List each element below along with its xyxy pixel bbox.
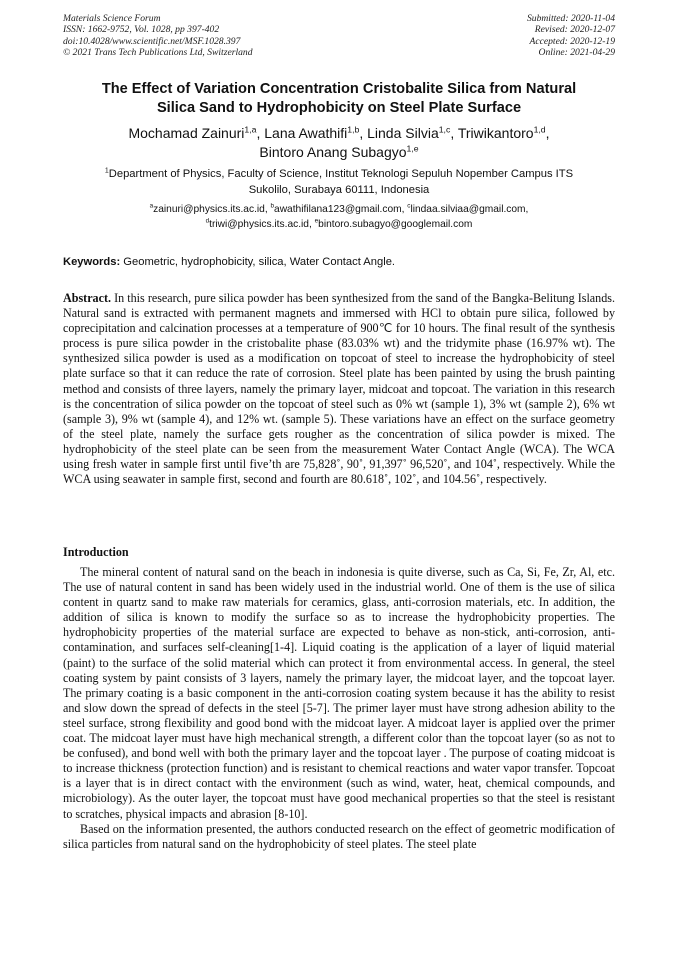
author-list: [60, 124, 618, 162]
author-separator: ,: [545, 125, 550, 141]
author-affil-mark: 1,b: [347, 124, 360, 135]
keywords: [63, 255, 615, 269]
author-name: Mochamad Zainuri: [128, 125, 245, 141]
affil-line-2: Sukolilo, Surabaya 60111, Indonesia: [248, 183, 430, 196]
email-mark: e: [314, 217, 319, 225]
date-submitted: Submitted: 2020-11-04: [526, 13, 615, 24]
abstract-label: Abstract.: [63, 291, 112, 305]
author-affil-mark: 1,a: [244, 124, 257, 135]
author-affil-mark: 1,c: [438, 124, 451, 135]
email-list: [60, 203, 618, 232]
affil-mark: 1: [104, 167, 109, 175]
paragraph: Based on the information presented, the authors conducted research on the effect of geometric modification of silica particles from natural sand on the hydrophobicity of steel plates. The steel plate: [63, 821, 615, 851]
title-line-1: The Effect of Variation Concentration Cristobalite Silica from Natural: [101, 81, 577, 97]
email-mark: d: [205, 217, 210, 225]
email-mark: a: [149, 202, 154, 210]
author-separator: ,: [450, 125, 458, 141]
affiliation: [60, 167, 618, 198]
paper-title: [60, 80, 618, 118]
email-link[interactable]: lindaa.silviaa@gmail.com: [410, 204, 526, 215]
email-separator: ,: [401, 204, 408, 215]
author-separator: ,: [256, 125, 265, 141]
abstract: [63, 291, 615, 487]
section-heading-introduction: Introduction: [63, 545, 129, 559]
email-separator: ,: [525, 204, 529, 215]
journal-name: Materials Science Forum: [63, 13, 161, 24]
date-accepted: Accepted: 2020-12-19: [529, 35, 615, 47]
author-affil-mark: 1,d: [533, 124, 546, 135]
introduction-body: [63, 565, 615, 852]
email-link[interactable]: zainuri@physics.its.ac.id: [153, 204, 265, 215]
author-name: Lana Awathifi: [264, 125, 348, 141]
email-link[interactable]: triwi@physics.its.ac.id: [209, 218, 309, 230]
keywords-text: Geometric, hydrophobicity, silica, Water Contact Angle.: [120, 256, 396, 268]
email-link[interactable]: awathifilana123@gmail.com: [274, 204, 402, 215]
affil-line-1: Department of Physics, Faculty of Science, Institut Teknologi Sepuluh Nopember Campus ITS: [108, 168, 574, 180]
title-line-2: Silica Sand to Hydrophobicity on Steel Plate Surface: [156, 100, 522, 116]
submission-dates: [527, 13, 615, 59]
email-separator: ,: [264, 204, 271, 215]
email-link[interactable]: bintoro.subagyo@googlemail.com: [318, 218, 473, 230]
keywords-label: Keywords:: [63, 256, 121, 268]
paragraph: The mineral content of natural sand on the beach in indonesia is quite diverse, such as Ca, Si, Fe, Zr, Al, etc. The use of natural content in sand has been widely used in the industrial world. One of them is the use of silica content in quartz sand to make raw materials for ceramics, glass, anti-corrosion materials, etc. In addition, the addition of silica is known to modify the surface so as to increase the hydrophobicity properties. The hydrophobicity properties of the material surface are expected to behave as non-stick, anti-corrosion, anti-contamination, and surfaces self-cleaning[1-4]. Liquid coating is the application of a layer of liquid material (paint) to the surface of the solid material which can protect it from environmental access. In general, the steel coating system by paint consists of 3 layers, namely the primary layer, the midcoat layer, and the topcoat layer. The primary coating is a basic component in the anti-corrosion coating system because it has the ability to resist and slow down the spread of defects in the steel [5-7]. The primer layer must have strong adhesion ability to the steel surface, strong flexibility and good bond with the midcoat layer. A midcoat layer is applied over the primer coat. The midcoat layer must have high mechanical strength, a different color than the topcoat layer (so as not to be confused), and bond well with both the primary layer and the topcoat layer . The purpose of coating midcoat is to increase thickness (protection function) and is resistant to chemical reactions and water vapor transfer. Topcoat is a layer that is in direct contact with the environment (such as wind, water, heat, chemical compounds, and microbiology). As the outer layer, the topcoat must have good mechanical properties so that the steel is resistant to scratches, physical impacts and abrasion [8-10].: [63, 565, 615, 821]
author-name: Triwikantoro: [457, 125, 534, 141]
date-online: Online: 2021-04-29: [538, 47, 615, 59]
journal-info: [63, 13, 253, 59]
email-separator: ,: [308, 218, 315, 230]
journal-copyright: © 2021 Trans Tech Publications Ltd, Switzerland: [63, 47, 253, 59]
journal-doi: doi:10.4028/www.scientific.net/MSF.1028.397: [63, 35, 241, 47]
author-affil-mark: 1,e: [406, 143, 419, 154]
author-name: Linda Silvia: [367, 125, 439, 141]
author-name: Bintoro Anang Subagyo: [259, 144, 407, 160]
date-revised: Revised: 2020-12-07: [534, 24, 615, 36]
email-mark: b: [270, 202, 275, 210]
abstract-text: In this research, pure silica powder has been synthesized from the sand of the Bangka-Belitung Islands. Natural sand is extracted with permanent magnets and immersed with HCl to obtain pure silica, followed by coprecipitation and calcination processes at a temperature of 900℃ for 10 hours. The final result of the synthesis process is pure silica powder in the cristobalite phase (83.03% wt) and the tridymite phase (16.97% wt). The synthesized silica powder is used as a modification on topcoat of steel to increase the hydrophobicity of steel plate surface so that it can reduce the rate of corrosion. Steel plate has been painted by using the brush painting method and consists of three layers, namely the primary layer, midcoat and topcoat. The variation in this research is the concentration of silica powder on the topcoat of steel such as 0% wt (sample 1), 3% wt (sample 2), 6% wt (sample 3), 9% wt (sample 4), and 12% wt. (sample 5). These variations have an effect on the surface geometry of the steel plate, namely the surface gets rougher as the concentration of silica powder is mixed. The hydrophobicity of the steel plate can be seen from the measurement Water Contact Angle (WCA). The WCA using fresh water in sample first until five’th are 75,828˚, 90˚, 91,397˚ 96,520˚, and 104˚, respectively. While the WCA using seawater in sample first, second and fourth are 80.618˚, 102˚, and 104.56˚, respectively.: [63, 291, 615, 487]
author-separator: ,: [359, 125, 368, 141]
email-mark: c: [407, 202, 411, 210]
journal-issn: ISSN: 1662-9752, Vol. 1028, pp 397-402: [63, 24, 220, 36]
